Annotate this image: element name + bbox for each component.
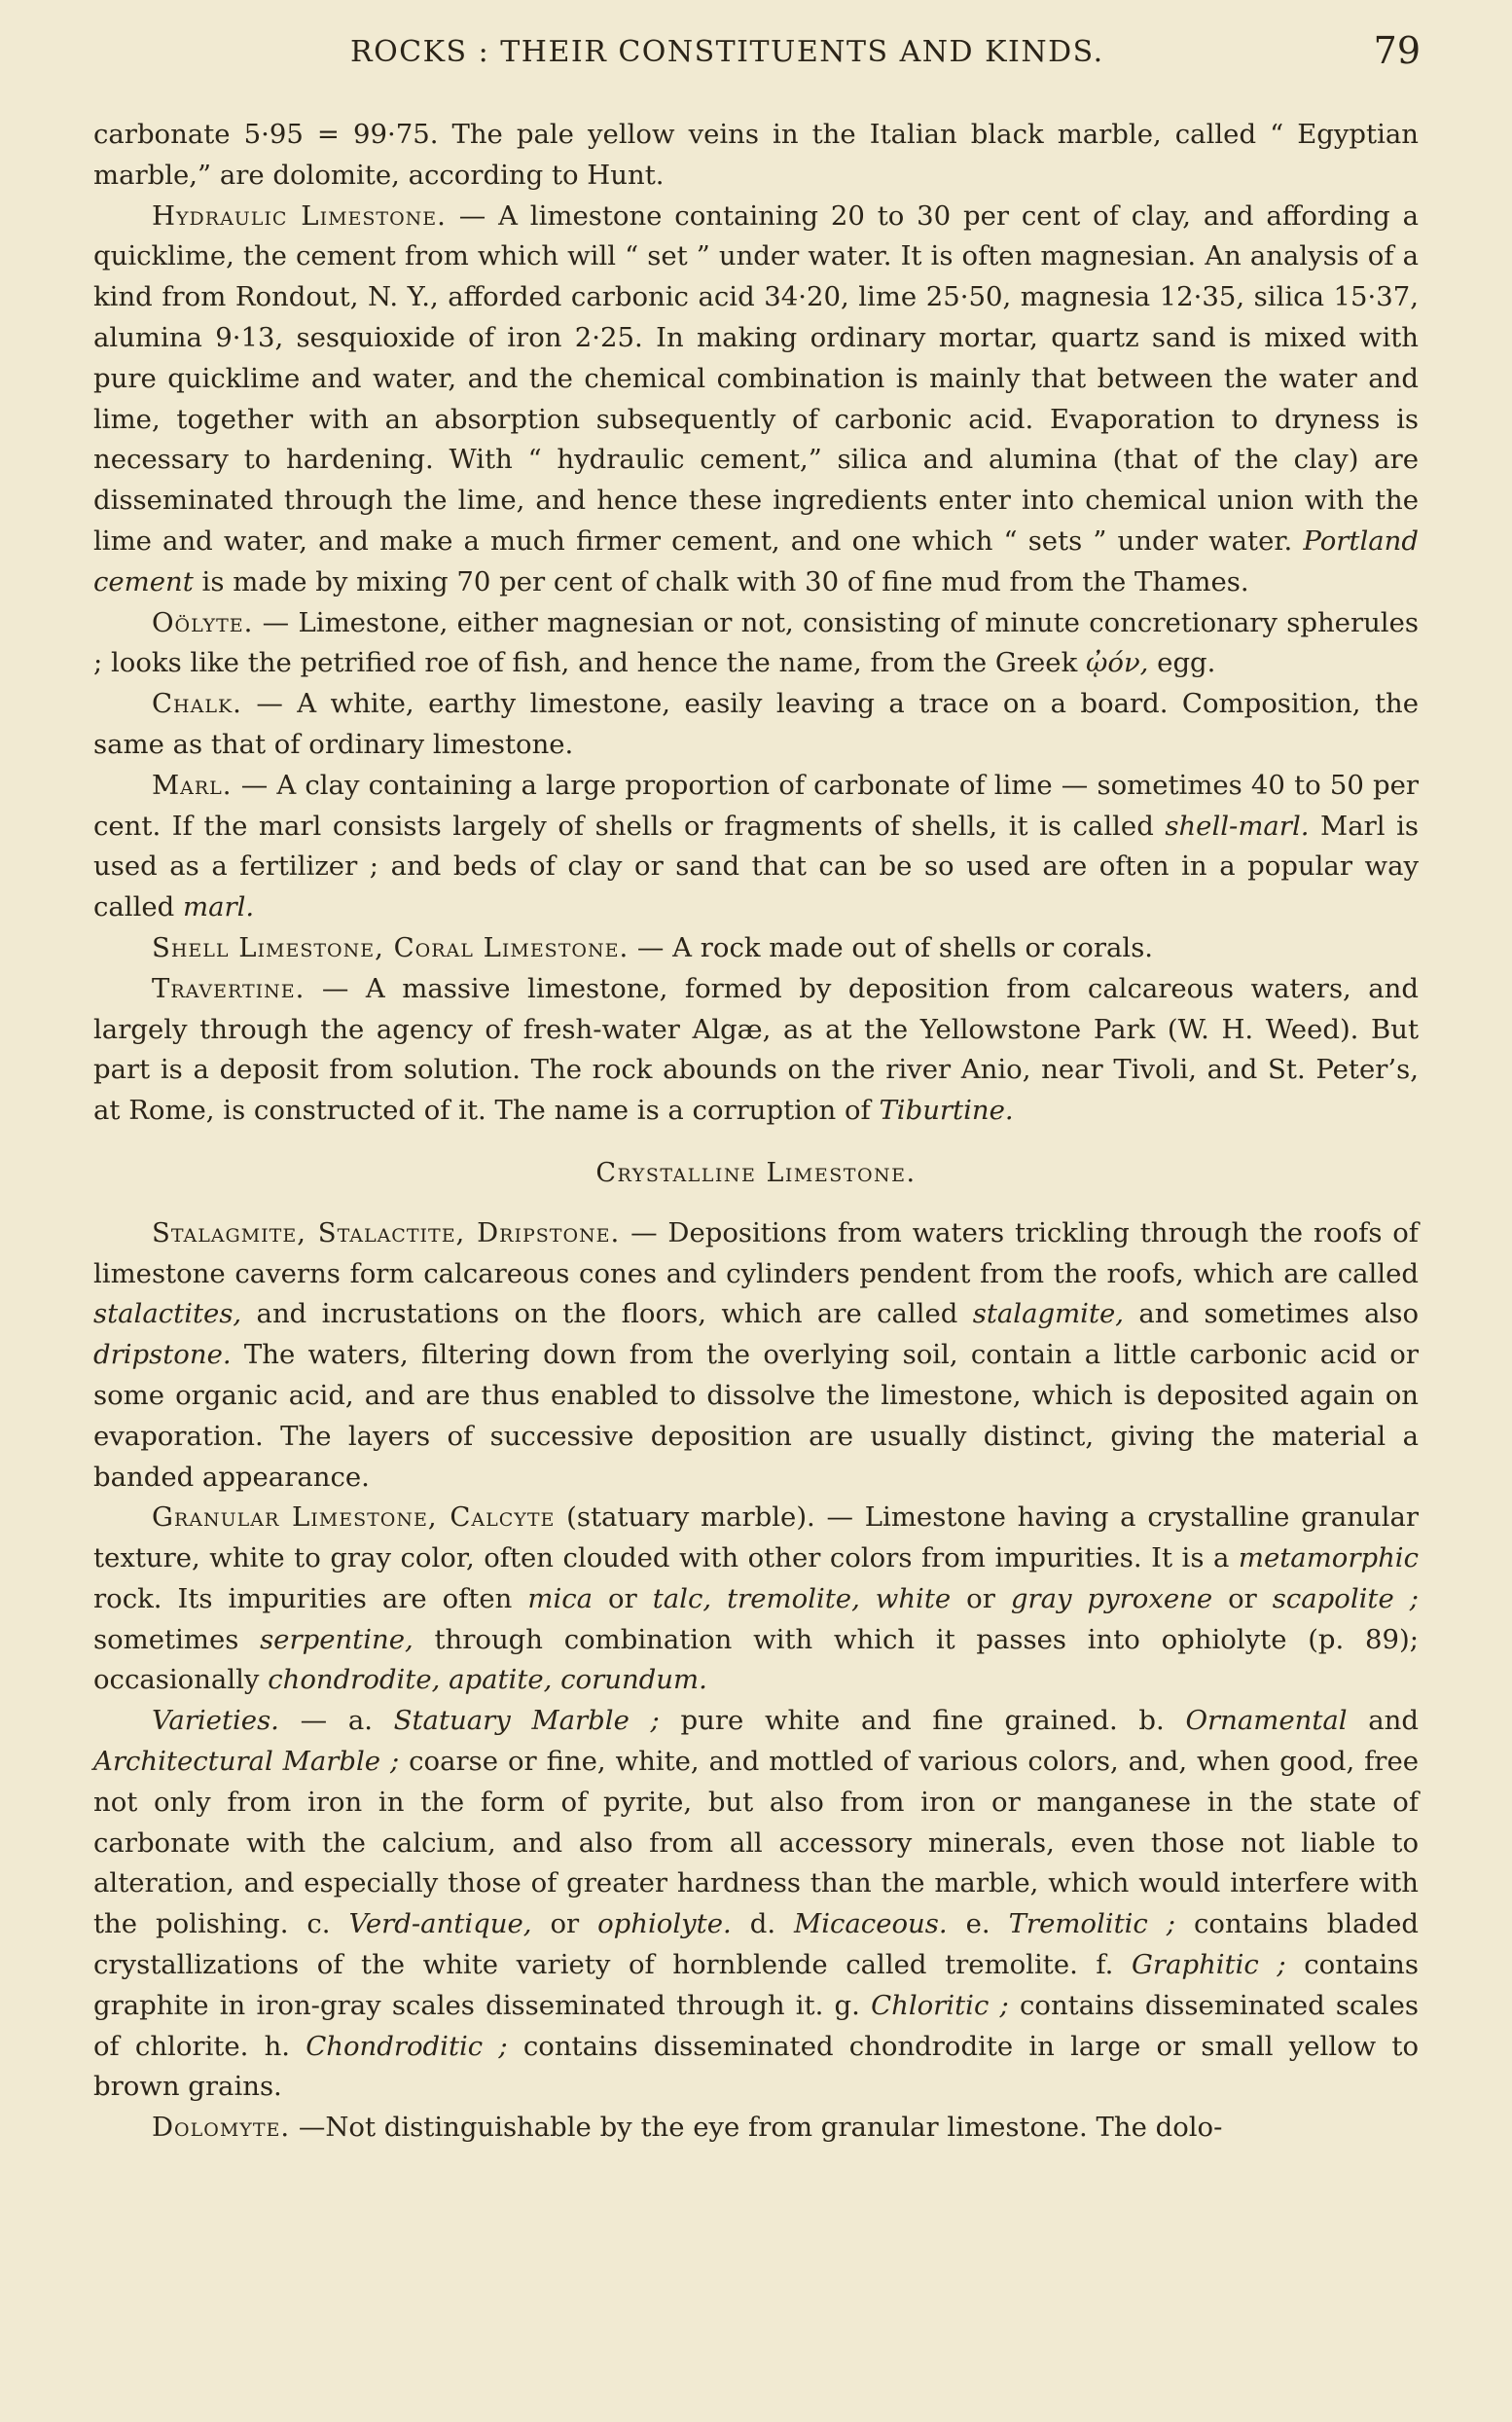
emphasis: Portland cement <box>93 524 1419 597</box>
paragraph-text: (statuary marble). — Limestone having a crystalline granular texture, white to gray color, often clouded with other colors from impurities. It is a <box>93 1501 1420 1574</box>
paragraph-text: — A rock made out of shells or corals. <box>629 931 1154 963</box>
paragraph-granular-limestone <box>93 1498 1419 1701</box>
paragraph-text: and <box>1347 1705 1420 1737</box>
entry-heading: Hydraulic Limestone. <box>152 199 447 232</box>
paragraph-marl <box>93 766 1419 928</box>
emphasis: Architectural Marble ; <box>93 1746 400 1778</box>
paragraph-stalagmite <box>93 1213 1419 1499</box>
paragraph-text: —Not distinguishable by the eye from granular limestone. The dolo- <box>290 2112 1223 2144</box>
paragraph-text: sometimes <box>93 1623 261 1655</box>
paragraph-text: e. <box>947 1908 1009 1940</box>
paragraph-text: contains bladed crystallizations of the white variety of hornblende called tremolite. f. <box>93 1908 1420 1981</box>
emphasis: Graphitic ; <box>1131 1949 1286 1981</box>
emphasis: Verd-antique, <box>348 1908 532 1940</box>
running-head <box>0 29 1512 78</box>
entry-heading: Shell Limestone, Coral Limestone. <box>152 931 630 963</box>
section-heading: Crystalline Limestone. <box>595 1157 917 1188</box>
paragraph-text: contains graphite in iron-gray scales disseminated through it. g. <box>93 1949 1419 2021</box>
entry-heading: Granular Limestone, Calcyte <box>152 1501 556 1534</box>
emphasis: chondrodite, apatite, corundum. <box>268 1664 707 1696</box>
emphasis: mica <box>527 1582 594 1614</box>
paragraph-dolomyte <box>93 2108 1419 2149</box>
running-title: ROCKS : THEIR CONSTITUENTS AND KINDS. <box>350 35 1104 69</box>
paragraph-travertine <box>93 969 1419 1132</box>
emphasis: Ornamental <box>1185 1705 1348 1737</box>
paragraph-carbonate <box>93 115 1419 197</box>
paragraph-text: d. <box>731 1908 795 1940</box>
entry-heading: Dolomyte. <box>152 2112 291 2144</box>
paragraph-text: contains disseminated chondrodite in large or small yellow to brown grains. <box>93 2030 1420 2103</box>
paragraph-varieties <box>93 1701 1419 2108</box>
paragraph-text: and sometimes also <box>1124 1298 1420 1330</box>
entry-heading: Chalk. <box>152 688 242 720</box>
page-number: 79 <box>1373 29 1421 72</box>
emphasis: Chloritic ; <box>871 1989 1009 2021</box>
paragraph-text: pure white and fine grained. b. <box>659 1705 1186 1737</box>
emphasis: marl. <box>183 891 255 923</box>
paragraph-text: — Limestone, either magnesian or not, consisting of minute concretionary spherules ; looks like the petrified roe of fish, and hence the name, from the Greek <box>93 606 1419 679</box>
entry-heading: Marl. <box>152 769 233 801</box>
paragraph-text: — A limestone containing 20 to 30 per cent of clay, and affording a quicklime, the cement from which will “ set ” under water. It is often magnesian. An analysis of a kind from Rondout, N. Y., afforded carbonic acid 34·20, lime 25·50, magnesia 12·35, silica 15·37, alumina 9·13, sesquioxide of iron 2·25. In making ordinary mortar, quartz sand is mixed with pure quicklime and water, and the chemical combination is mainly that between the water and lime, together with an absorption subsequently of carbonic acid. Evaporation to dryness is necessary to hardening. With “ hydraulic cement,” silica and alumina (that of the clay) are disseminated through the lime, and hence these ingredients enter into chemical union with the lime and water, and make a much firmer cement, and one which “ sets ” under water. <box>93 199 1419 557</box>
paragraph-oolyte <box>93 603 1419 685</box>
emphasis: Statuary Marble ; <box>393 1705 660 1737</box>
paragraph-text: or <box>1212 1582 1273 1614</box>
paragraph-shell-limestone <box>93 928 1419 969</box>
paragraph-text: or <box>531 1908 598 1940</box>
paragraph-text: is made by mixing 70 per cent of chalk with 30 of fine mud from the Thames. <box>193 565 1249 597</box>
paragraph-text: — A white, earthy limestone, easily leaving a trace on a board. Composition, the same as that of ordinary limestone. <box>93 688 1419 760</box>
paragraph-hydraulic-limestone <box>93 197 1419 603</box>
emphasis: Micaceous. <box>794 1908 948 1940</box>
emphasis: ophiolyte. <box>597 1908 732 1940</box>
emphasis: stalactites, <box>93 1298 242 1330</box>
emphasis: shell-marl. <box>1165 810 1310 842</box>
paragraph-text: and incrustations on the floors, which are called <box>241 1298 973 1330</box>
emphasis: talc, tremolite, white <box>652 1582 952 1614</box>
greek-word: ᾠόν, <box>1085 647 1149 679</box>
paragraph-text: contains disseminated scales of chlorite. h. <box>93 1989 1419 2062</box>
entry-heading: Stalagmite, Stalactite, Dripstone. <box>152 1216 621 1248</box>
emphasis: serpentine, <box>260 1623 414 1655</box>
paragraph-chalk <box>93 684 1419 766</box>
paragraph-text: or <box>951 1582 1011 1614</box>
paragraph-text: or <box>593 1582 653 1614</box>
emphasis: scapolite ; <box>1272 1582 1419 1614</box>
paragraph-text: rock. Its impurities are often <box>93 1582 528 1614</box>
paragraph-text: Marl is used as a fertilizer ; and beds of clay or sand that can be so used are often in a popular way called <box>93 810 1419 923</box>
emphasis: Tiburtine. <box>879 1095 1014 1127</box>
emphasis: gray pyroxene <box>1010 1582 1213 1614</box>
paragraph-text: — a. <box>278 1705 394 1737</box>
paragraph-text: — A massive limestone, formed by deposition from calcareous waters, and largely through the agency of fresh-water Algæ, as at the Yellowstone Park (W. H. Weed). But part is a deposit from solution. The rock abounds on the river Anio, near Tivoli, and St. Peter’s, at Rome, is constructed of it. The name is a corruption of <box>93 972 1419 1127</box>
paragraph-text: coarse or fine, white, and mottled of various colors, and, when good, free not only from iron in the form of pyrite, but also from iron or manganese in the state of carbonate with the calcium, and also from all accessory minerals, even those not liable to alteration, and especially those of greater hardness than the marble, which would interfere with the polishing. c. <box>93 1746 1419 1940</box>
paragraph-text: egg. <box>1148 647 1216 679</box>
paragraph-text: — Depositions from waters trickling through the roofs of limestone caverns form calcareous cones and cylinders pendent from the roofs, which are called <box>93 1216 1419 1289</box>
emphasis: dripstone. <box>93 1339 232 1371</box>
emphasis: Tremolitic ; <box>1008 1908 1176 1940</box>
emphasis: Chondroditic ; <box>306 2030 508 2062</box>
paragraph-text: — A clay containing a large proportion of carbonate of lime — sometimes 40 to 50 per cent. If the marl consists largely of shells or fragments of shells, it is called <box>93 769 1419 842</box>
emphasis: Varieties. <box>152 1705 279 1737</box>
entry-heading: Oölyte. <box>152 606 254 638</box>
entry-heading: Travertine. <box>152 972 306 1004</box>
paragraph-text: through combination with which it passes into ophiolyte (p. 89); occasionally <box>93 1623 1419 1696</box>
emphasis: metamorphic <box>1238 1542 1419 1574</box>
emphasis: stalagmite, <box>972 1298 1125 1330</box>
paragraph-text: carbonate 5·95 = 99·75. The pale yellow veins in the Italian black marble, called “ Egyptian marble,” are dolomite, according to Hunt. <box>93 119 1419 191</box>
paragraph-text: The waters, filtering down from the overlying soil, contain a little carbonic acid or some organic acid, and are thus enabled to dissolve the limestone, which is deposited again on evaporation. The layers of successive deposition are usually distinct, giving the material a banded appearance. <box>93 1339 1419 1493</box>
page-body <box>93 115 1419 2149</box>
